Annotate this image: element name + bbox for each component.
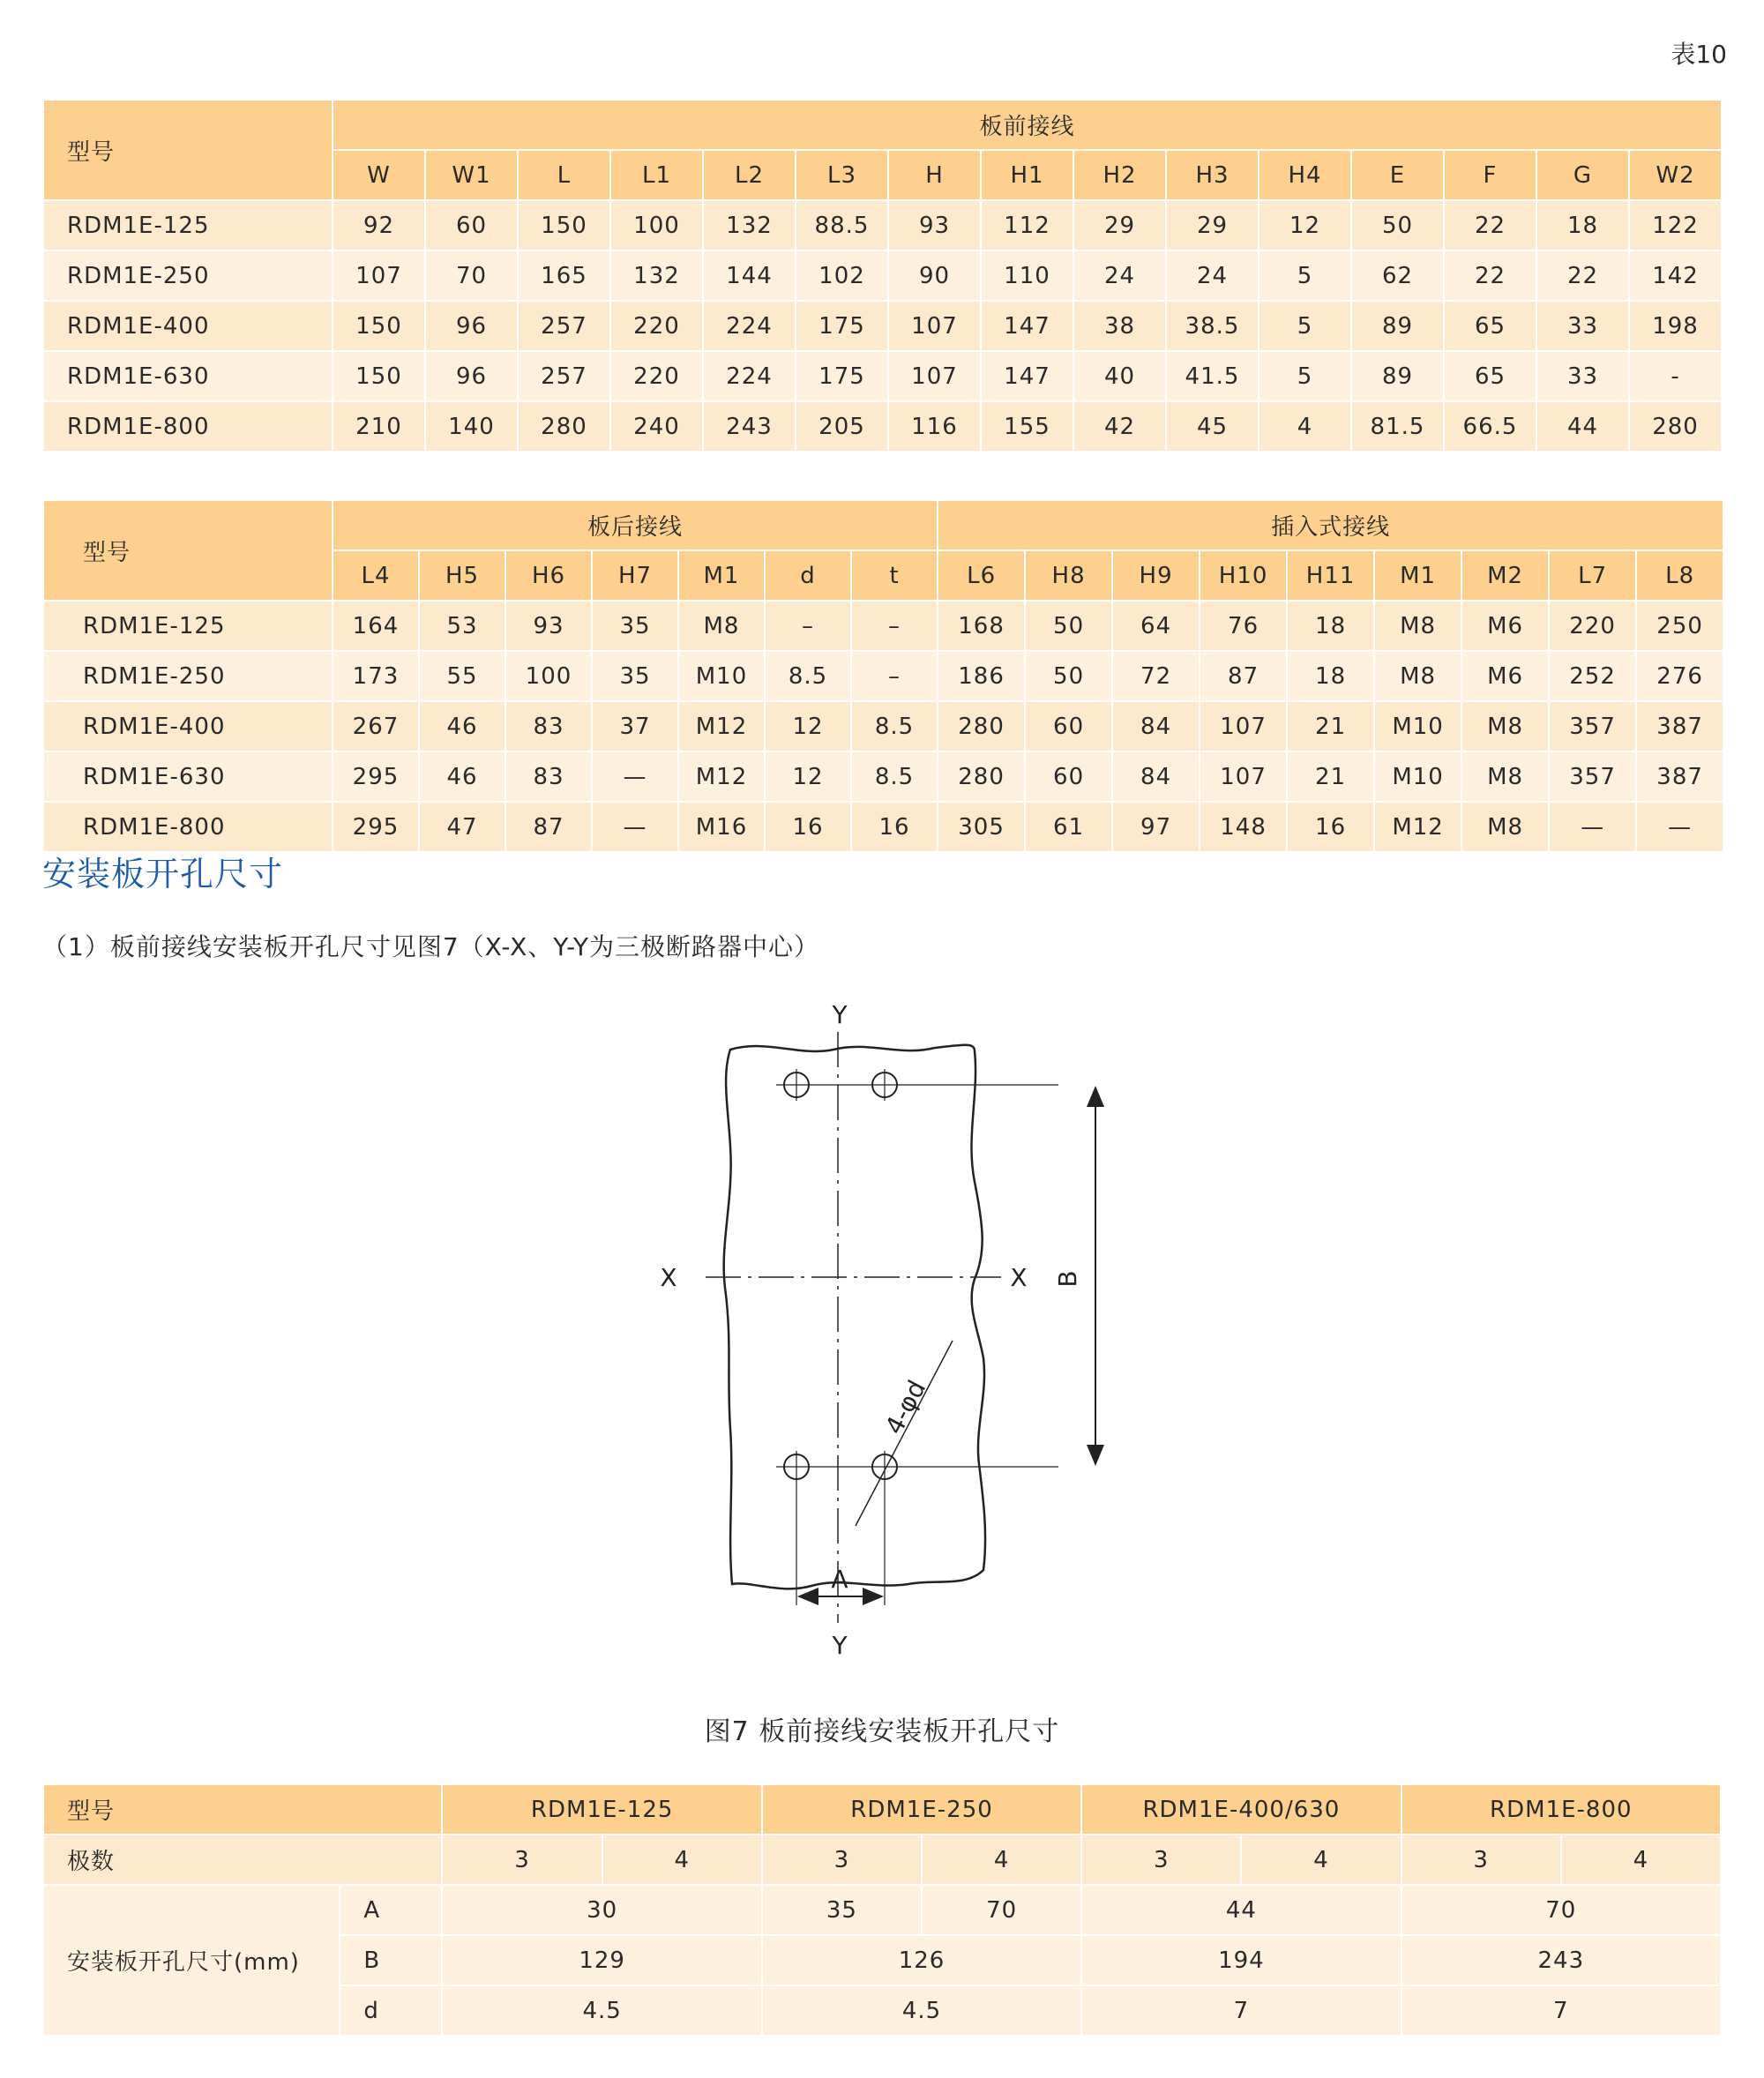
column-header: L6 (938, 550, 1025, 601)
value-cell: 240 (610, 401, 703, 452)
column-header: H8 (1025, 550, 1112, 601)
pole-cell: 4 (1241, 1835, 1401, 1885)
value-cell: 267 (333, 701, 419, 751)
value-cell: 257 (518, 351, 610, 401)
value-cell: 33 (1536, 301, 1629, 351)
value-cell: 65 (1444, 351, 1536, 401)
plugin-wiring-header: 插入式接线 (938, 500, 1723, 550)
column-header: H11 (1287, 550, 1374, 601)
x-right-label: X (1010, 1263, 1028, 1292)
value-cell: 35 (592, 601, 678, 651)
value-cell: 147 (981, 351, 1073, 401)
figure-caption: 图7 板前接线安装板开孔尺寸 (704, 1716, 1060, 1747)
column-header: L4 (333, 550, 419, 601)
value-cell: 90 (888, 250, 981, 301)
value-cell: 22 (1444, 250, 1536, 301)
hole-label: 4-φd (878, 1375, 932, 1439)
column-header: W2 (1629, 150, 1722, 200)
value-cell: 147 (981, 301, 1073, 351)
value-cell: M16 (678, 802, 765, 852)
value-cell: 65 (1444, 301, 1536, 351)
table-row (43, 601, 1723, 651)
value-cell: 194 (1081, 1935, 1401, 1985)
column-header: L3 (796, 150, 888, 200)
value-cell: 47 (419, 802, 505, 852)
value-cell: 252 (1549, 651, 1636, 701)
model-cell: RDM1E-250 (43, 250, 333, 301)
column-header: M1 (678, 550, 765, 601)
mounting-plate-outline (724, 1045, 985, 1589)
value-cell: 40 (1073, 351, 1166, 401)
value-cell: 8.5 (851, 751, 938, 802)
value-cell: M10 (1374, 701, 1461, 751)
table-row (43, 701, 1723, 751)
value-cell: 305 (938, 802, 1025, 852)
column-header: H7 (592, 550, 678, 601)
value-cell: 55 (419, 651, 505, 701)
column-header: G (1536, 150, 1629, 200)
column-header: t (851, 550, 938, 601)
value-cell: – (851, 651, 938, 701)
value-cell: 387 (1636, 751, 1723, 802)
value-cell: M10 (1374, 751, 1461, 802)
row-label-d: d (340, 1985, 442, 2036)
value-cell: M10 (678, 651, 765, 701)
value-cell: 107 (1200, 751, 1287, 802)
value-cell: 7 (1401, 1985, 1721, 2036)
value-cell: 46 (419, 701, 505, 751)
size-header: 安装板开孔尺寸(mm) (43, 1885, 340, 2036)
value-cell: 12 (1259, 200, 1351, 250)
value-cell: 165 (518, 250, 610, 301)
value-cell: 4.5 (762, 1985, 1081, 2036)
value-cell: 44 (1081, 1885, 1401, 1935)
table-number: 表10 (1671, 40, 1727, 69)
value-cell: 198 (1629, 301, 1722, 351)
value-cell: 155 (981, 401, 1073, 452)
value-cell: — (1636, 802, 1723, 852)
column-header: H1 (981, 150, 1073, 200)
value-cell: 42 (1073, 401, 1166, 452)
value-cell: 45 (1166, 401, 1259, 452)
value-cell: 144 (703, 250, 796, 301)
rear-plugin-wiring-table (42, 499, 1724, 853)
pole-cell: 3 (762, 1835, 922, 1885)
value-cell: 210 (333, 401, 425, 452)
table-row (43, 751, 1723, 802)
value-cell: 70 (922, 1885, 1081, 1935)
column-header: L1 (610, 150, 703, 200)
model-cell: RDM1E-125 (43, 601, 333, 651)
model-cell: RDM1E-800 (43, 802, 333, 852)
value-cell: 89 (1351, 301, 1444, 351)
value-cell: 4 (1259, 401, 1351, 452)
value-cell: 280 (938, 701, 1025, 751)
value-cell: 243 (703, 401, 796, 452)
value-cell: 132 (703, 200, 796, 250)
table-row (43, 351, 1722, 401)
value-cell: 129 (442, 1935, 761, 1985)
column-header: H10 (1200, 550, 1287, 601)
column-header: H3 (1166, 150, 1259, 200)
value-cell: 62 (1351, 250, 1444, 301)
column-header: E (1351, 150, 1444, 200)
model-cell: RDM1E-630 (43, 751, 333, 802)
value-cell: 70 (1401, 1885, 1721, 1935)
holes (784, 1073, 897, 1479)
value-cell: 150 (333, 301, 425, 351)
model-header: 型号 (43, 100, 333, 200)
value-cell: 24 (1166, 250, 1259, 301)
pole-cell: 3 (1401, 1835, 1561, 1885)
value-cell: 164 (333, 601, 419, 651)
value-cell: 46 (419, 751, 505, 802)
value-cell: M12 (1374, 802, 1461, 852)
value-cell: 8.5 (765, 651, 851, 701)
value-cell: 21 (1287, 751, 1374, 802)
value-cell: 88.5 (796, 200, 888, 250)
value-cell: 60 (1025, 701, 1112, 751)
model-cell: RDM1E-250 (43, 651, 333, 701)
column-header: M2 (1461, 550, 1549, 601)
value-cell: 220 (1549, 601, 1636, 651)
value-cell: 33 (1536, 351, 1629, 401)
value-cell: 150 (518, 200, 610, 250)
mounting-hole-size-table (42, 1783, 1722, 2037)
value-cell: 357 (1549, 701, 1636, 751)
column-header: H5 (419, 550, 505, 601)
value-cell: 44 (1536, 401, 1629, 452)
value-cell: 89 (1351, 351, 1444, 401)
rear-wiring-header: 板后接线 (333, 500, 938, 550)
value-cell: 18 (1536, 200, 1629, 250)
column-header: L2 (703, 150, 796, 200)
value-cell: 84 (1112, 751, 1200, 802)
mounting-hole-diagram (617, 988, 1147, 1676)
value-cell: 280 (518, 401, 610, 452)
value-cell: 205 (796, 401, 888, 452)
y-top-label: Y (832, 1000, 848, 1029)
value-cell: 116 (888, 401, 981, 452)
value-cell: 100 (505, 651, 592, 701)
table-row (43, 200, 1722, 250)
value-cell: 295 (333, 802, 419, 852)
value-cell: 22 (1444, 200, 1536, 250)
value-cell: 175 (796, 301, 888, 351)
value-cell: M8 (678, 601, 765, 651)
value-cell: – (765, 601, 851, 651)
model-cell: RDM1E-125 (43, 200, 333, 250)
model-cell: RDM1E-400 (43, 301, 333, 351)
value-cell: 66.5 (1444, 401, 1536, 452)
value-cell: 148 (1200, 802, 1287, 852)
value-cell: 173 (333, 651, 419, 701)
value-cell: 257 (518, 301, 610, 351)
value-cell: 96 (425, 301, 518, 351)
value-cell: 280 (1629, 401, 1722, 452)
value-cell: M12 (678, 751, 765, 802)
value-cell: 4.5 (442, 1985, 761, 2036)
value-cell: 61 (1025, 802, 1112, 852)
x-left-label: X (660, 1263, 677, 1292)
figure-note: （1）板前接线安装板开孔尺寸见图7（X-X、Y-Y为三极断路器中心） (42, 932, 819, 961)
value-cell: 96 (425, 351, 518, 401)
table-row (43, 301, 1722, 351)
value-cell: 83 (505, 701, 592, 751)
value-cell: 276 (1636, 651, 1723, 701)
front-wiring-header: 板前接线 (333, 100, 1722, 150)
value-cell: 8.5 (851, 701, 938, 751)
pole-cell: 3 (1081, 1835, 1241, 1885)
value-cell: 357 (1549, 751, 1636, 802)
value-cell: 37 (592, 701, 678, 751)
value-cell: 16 (1287, 802, 1374, 852)
value-cell: 16 (851, 802, 938, 852)
value-cell: 132 (610, 250, 703, 301)
model-header: 型号 (43, 500, 333, 601)
value-cell: 87 (505, 802, 592, 852)
table-row (43, 802, 1723, 852)
value-cell: 220 (610, 351, 703, 401)
front-wiring-table (42, 99, 1723, 452)
value-cell: - (1629, 351, 1722, 401)
pole-cell: 4 (602, 1835, 762, 1885)
value-cell: 18 (1287, 651, 1374, 701)
row-label-a: A (340, 1885, 442, 1935)
value-cell: 168 (938, 601, 1025, 651)
value-cell: 92 (333, 200, 425, 250)
value-cell: 12 (765, 701, 851, 751)
value-cell: 100 (610, 200, 703, 250)
value-cell: 387 (1636, 701, 1723, 751)
column-header: H6 (505, 550, 592, 601)
value-cell: 50 (1025, 651, 1112, 701)
value-cell: 12 (765, 751, 851, 802)
value-cell: — (592, 802, 678, 852)
value-cell: 5 (1259, 351, 1351, 401)
value-cell: 81.5 (1351, 401, 1444, 452)
model-header: 型号 (43, 1784, 442, 1835)
value-cell: 29 (1073, 200, 1166, 250)
column-header: H9 (1112, 550, 1200, 601)
value-cell: 224 (703, 301, 796, 351)
value-cell: 107 (333, 250, 425, 301)
y-bottom-label: Y (832, 1631, 848, 1660)
value-cell: 186 (938, 651, 1025, 701)
column-header: H2 (1073, 150, 1166, 200)
model-cell: RDM1E-800 (43, 401, 333, 452)
value-cell: 126 (762, 1935, 1081, 1985)
model-cell: RDM1E-630 (43, 351, 333, 401)
value-cell: 24 (1073, 250, 1166, 301)
value-cell: 64 (1112, 601, 1200, 651)
column-header: d (765, 550, 851, 601)
value-cell: 220 (610, 301, 703, 351)
value-cell: M8 (1461, 751, 1549, 802)
value-cell: 16 (765, 802, 851, 852)
b-label: B (1053, 1270, 1082, 1288)
value-cell: 93 (505, 601, 592, 651)
value-cell: 5 (1259, 250, 1351, 301)
model-cell: RDM1E-250 (762, 1784, 1081, 1835)
column-header: L7 (1549, 550, 1636, 601)
value-cell: 60 (1025, 751, 1112, 802)
value-cell: 5 (1259, 301, 1351, 351)
value-cell: 30 (442, 1885, 761, 1935)
value-cell: 38.5 (1166, 301, 1259, 351)
poles-header: 极数 (43, 1835, 442, 1885)
value-cell: 107 (888, 351, 981, 401)
value-cell: M8 (1374, 651, 1461, 701)
value-cell: 175 (796, 351, 888, 401)
value-cell: 84 (1112, 701, 1200, 751)
column-header: W (333, 150, 425, 200)
value-cell: 97 (1112, 802, 1200, 852)
column-header: L (518, 150, 610, 200)
value-cell: 41.5 (1166, 351, 1259, 401)
column-header: F (1444, 150, 1536, 200)
table-row (43, 651, 1723, 701)
column-header: L8 (1636, 550, 1723, 601)
value-cell: 107 (1200, 701, 1287, 751)
pole-cell: 4 (922, 1835, 1081, 1885)
value-cell: 72 (1112, 651, 1200, 701)
column-header: W1 (425, 150, 518, 200)
value-cell: 250 (1636, 601, 1723, 651)
value-cell: 122 (1629, 200, 1722, 250)
value-cell: M6 (1461, 601, 1549, 651)
value-cell: – (851, 601, 938, 651)
value-cell: M8 (1374, 601, 1461, 651)
value-cell: 7 (1081, 1985, 1401, 2036)
value-cell: 50 (1351, 200, 1444, 250)
model-cell: RDM1E-125 (442, 1784, 761, 1835)
value-cell: 29 (1166, 200, 1259, 250)
value-cell: 35 (592, 651, 678, 701)
value-cell: 21 (1287, 701, 1374, 751)
value-cell: — (592, 751, 678, 802)
value-cell: 102 (796, 250, 888, 301)
value-cell: 38 (1073, 301, 1166, 351)
value-cell: 93 (888, 200, 981, 250)
value-cell: 110 (981, 250, 1073, 301)
value-cell: M8 (1461, 701, 1549, 751)
value-cell: 87 (1200, 651, 1287, 701)
pole-cell: 3 (442, 1835, 602, 1885)
value-cell: 50 (1025, 601, 1112, 651)
value-cell: 53 (419, 601, 505, 651)
model-cell: RDM1E-400 (43, 701, 333, 751)
value-cell: 224 (703, 351, 796, 401)
model-cell: RDM1E-400/630 (1081, 1784, 1401, 1835)
value-cell: M12 (678, 701, 765, 751)
value-cell: 60 (425, 200, 518, 250)
value-cell: 140 (425, 401, 518, 452)
column-header: H (888, 150, 981, 200)
value-cell: 280 (938, 751, 1025, 802)
value-cell: M6 (1461, 651, 1549, 701)
value-cell: 22 (1536, 250, 1629, 301)
table-row (43, 401, 1722, 452)
value-cell: 142 (1629, 250, 1722, 301)
value-cell: 83 (505, 751, 592, 802)
pole-cell: 4 (1561, 1835, 1721, 1885)
value-cell: 18 (1287, 601, 1374, 651)
value-cell: — (1549, 802, 1636, 852)
value-cell: 35 (762, 1885, 922, 1935)
value-cell: 70 (425, 250, 518, 301)
row-label-b: B (340, 1935, 442, 1985)
table-row (43, 250, 1722, 301)
value-cell: 150 (333, 351, 425, 401)
value-cell: 112 (981, 200, 1073, 250)
value-cell: 76 (1200, 601, 1287, 651)
section-title: 安装板开孔尺寸 (42, 855, 284, 893)
column-header: M1 (1374, 550, 1461, 601)
value-cell: M8 (1461, 802, 1549, 852)
value-cell: 107 (888, 301, 981, 351)
column-header: H4 (1259, 150, 1351, 200)
value-cell: 295 (333, 751, 419, 802)
value-cell: 243 (1401, 1935, 1721, 1985)
model-cell: RDM1E-800 (1401, 1784, 1721, 1835)
a-label: A (831, 1565, 848, 1594)
